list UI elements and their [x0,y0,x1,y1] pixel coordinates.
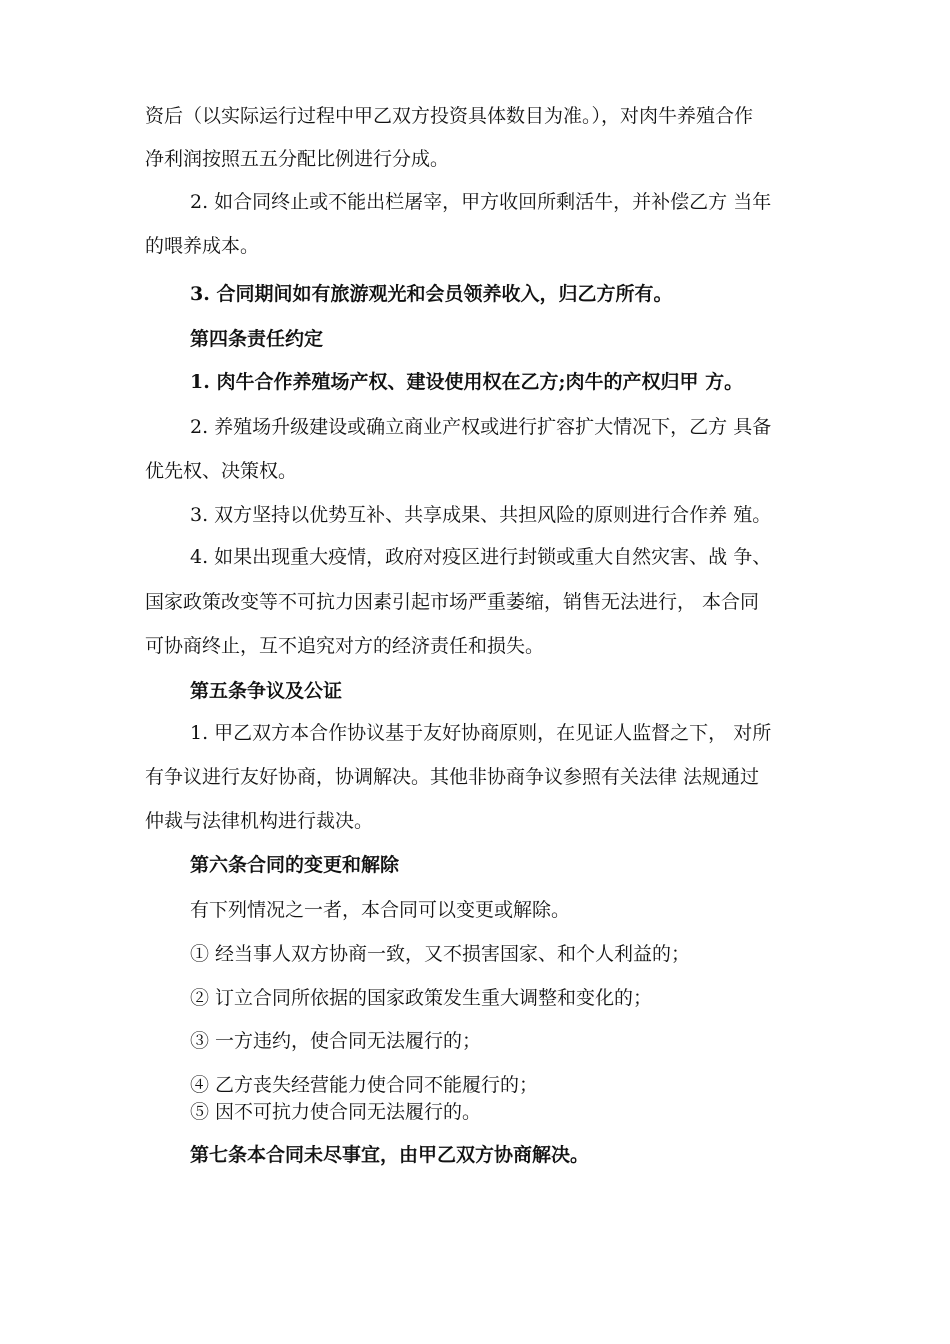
section-heading: 第四条责任约定 [190,328,324,350]
section-heading: 第五条争议及公证 [190,680,343,702]
list-item: ⑤ 因不可抗力使合同无法履行的。 [190,1101,482,1123]
section-heading: 第七条本合同未尽事宜，由甲乙双方协商解决。 [190,1144,590,1166]
paragraph-line: 1. 甲乙双方本合作协议基于友好协商原则，在见证人监督之下， 对所 [190,722,772,744]
paragraph-line: 资后（以实际运行过程中甲乙双方投资具体数目为准。），对肉牛养殖合作 [145,105,754,127]
list-item: ② 订立合同所依据的国家政策发生重大调整和变化的； [190,987,653,1009]
paragraph-line: 有下列情况之一者，本合同可以变更或解除。 [190,899,571,921]
list-item: ④ 乙方丧失经营能力使合同不能履行的； [190,1074,539,1096]
paragraph-line: 3. 双方坚持以优势互补、共享成果、共担风险的原则进行合作养 殖。 [190,504,772,526]
paragraph-line: 可协商终止，互不追究对方的经济责任和损失。 [145,635,545,657]
paragraph-line: 3. 合同期间如有旅游观光和会员领养收入，归乙方所有。 [190,283,673,305]
paragraph-line: 4. 如果出现重大疫情，政府对疫区进行封锁或重大自然灾害、战 争、 [190,546,772,568]
paragraph-line: 仲裁与法律机构进行裁决。 [145,810,374,832]
paragraph-line: 净利润按照五五分配比例进行分成。 [145,148,450,170]
paragraph-line: 国家政策改变等不可抗力因素引起市场严重萎缩，销售无法进行， 本合同 [145,591,760,613]
section-heading: 第六条合同的变更和解除 [190,854,400,876]
paragraph-line: 有争议进行友好协商，协调解决。其他非协商争议参照有关法律 法规通过 [145,766,760,788]
paragraph-line: 的喂养成本。 [145,235,260,257]
paragraph-line: 2. 如合同终止或不能出栏屠宰，甲方收回所剩活牛，并补偿乙方 当年 [190,191,772,213]
paragraph-line: 2. 养殖场升级建设或确立商业产权或进行扩容扩大情况下，乙方 具备 [190,416,772,438]
list-item: ③ 一方违约，使合同无法履行的； [190,1030,482,1052]
paragraph-line: 1. 肉牛合作养殖场产权、建设使用权在乙方;肉牛的产权归甲 方。 [190,371,744,393]
paragraph-line: 优先权、决策权。 [145,460,298,482]
list-item: ① 经当事人双方协商一致，又不损害国家、和个人利益的； [190,943,691,965]
